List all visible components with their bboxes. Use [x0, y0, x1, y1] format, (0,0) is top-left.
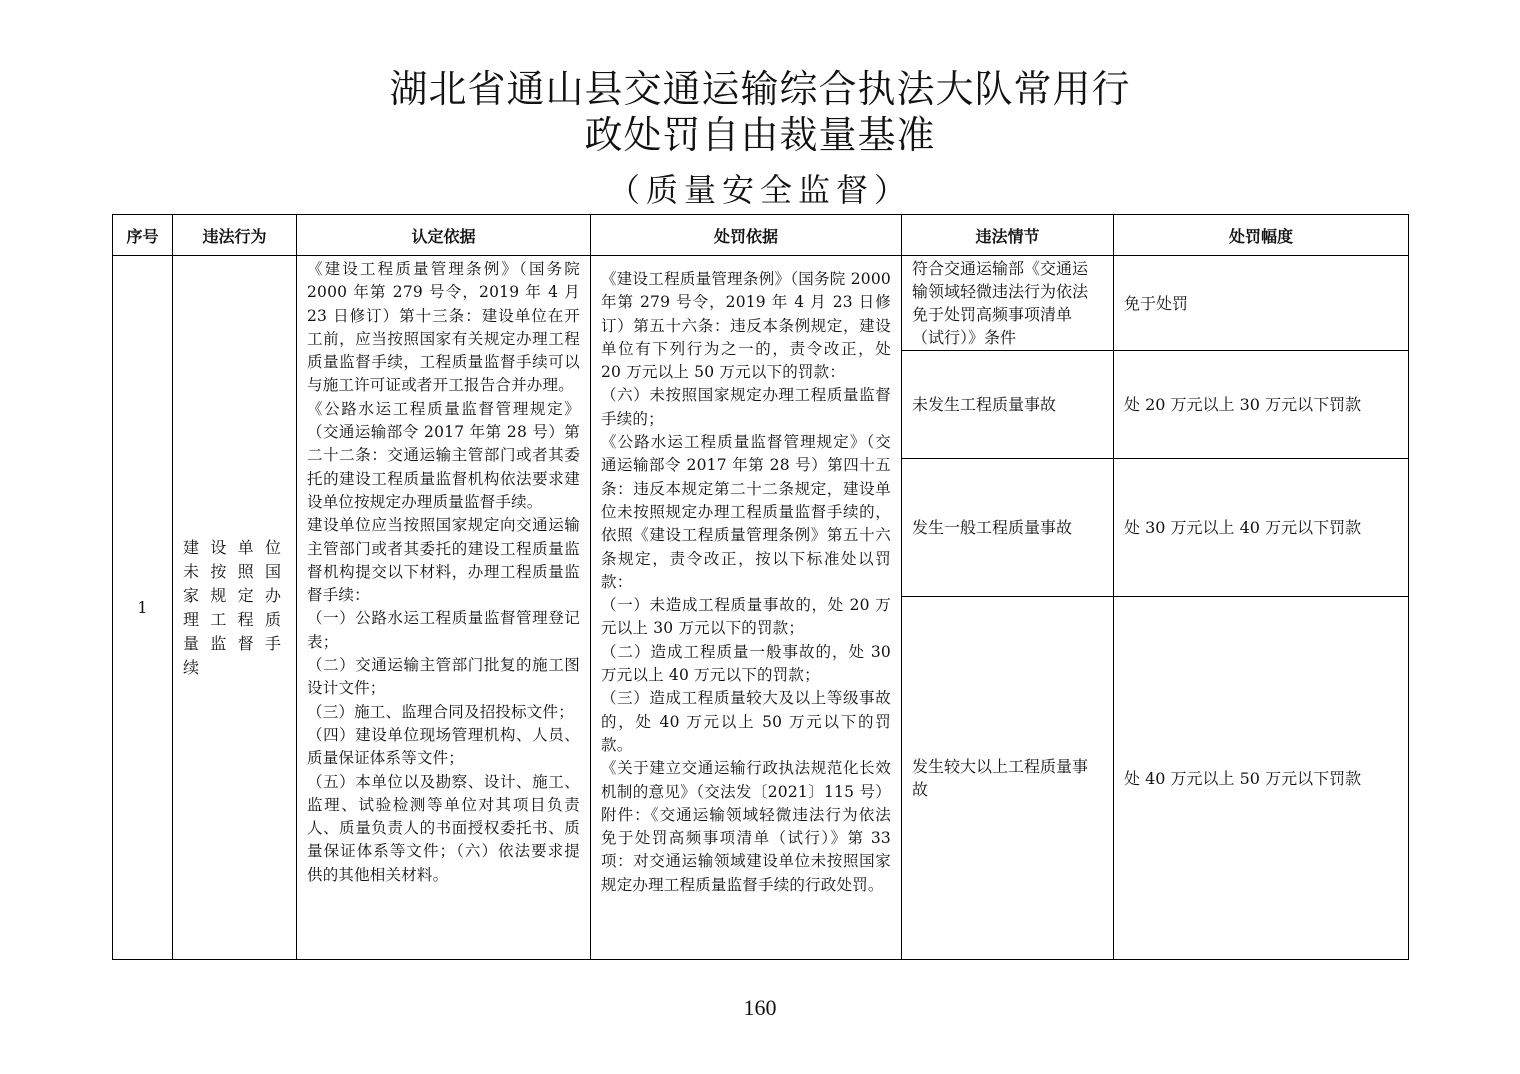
tier-circumstance-cell [902, 351, 1114, 459]
basis-penalty-para: （一）未造成工程质量事故的，处 20 万元以上 30 万元以下的罚款； [601, 596, 891, 638]
basis-penalty-text [591, 256, 901, 897]
tier-range-cell [1114, 459, 1409, 597]
basis-penalty-para: （三）造成工程质量较大及以上等级事故的，处 40 万元以上 50 万元以下的罚款。 [601, 689, 891, 754]
tier-range-cell [1114, 597, 1409, 960]
header-seq: 序号 [113, 215, 173, 256]
tier-circumstance: 发生较大以上工程质量事故 [912, 757, 1089, 799]
basis-recognition-para: 《建设工程质量管理条例》（国务院 2000 年第 279 号令，2019 年 4 月 23 日修订）第十三条：建设单位在开工前，应当按照国家有关规定办理工程质量监督手续，工程质量监督手续可以与施工许可证或者开工报告合并办理。 [307, 260, 580, 395]
table-header-row [113, 215, 1409, 256]
tier-range: 处 30 万元以上 40 万元以下罚款 [1124, 518, 1362, 537]
basis-penalty-para: 《关于建立交通运输行政执法规范化长效机制的意见》（交法发〔2021〕115 号）附件：《交通运输领域轻微违法行为依法免于处罚高频事项清单（试行）》第 33 项：对交通运输领域建设单位未按照国家规定办理工程质量监督手续的行政处罚。 [601, 759, 891, 894]
tier-circumstance-cell [902, 256, 1114, 351]
header-basis-penalty: 处罚依据 [591, 215, 902, 256]
row-violation-cell [173, 256, 297, 960]
tier-range: 处 40 万元以上 50 万元以下罚款 [1124, 768, 1362, 788]
basis-penalty-para: （二）造成工程质量一般事故的，处 30 万元以上 40 万元以下的罚款； [601, 642, 891, 685]
basis-recognition-para: 《公路水运工程质量监督管理规定》（交通运输部令 2017 年第 28 号）第二十二条：交通运输主管部门或者其委托的建设工程质量监督机构依法要求建设单位按规定办理质量监督手续。 [307, 399, 580, 511]
header-violation: 违法行为 [173, 215, 297, 256]
page-number: 160 [743, 995, 777, 1020]
header-circumstances: 违法情节 [902, 215, 1114, 256]
row-seq-cell [113, 256, 173, 960]
basis-recognition-para: （二）交通运输主管部门批复的施工图设计文件； [307, 656, 580, 698]
basis-penalty-para: （六）未按照国家规定办理工程质量监督手续的； [601, 386, 891, 428]
basis-recognition-para: （一）公路水运工程质量监督管理登记表； [307, 609, 580, 651]
row-seq: 1 [137, 598, 148, 617]
tier-circumstance: 未发生工程质量事故 [912, 395, 1057, 414]
tier-circumstance: 发生一般工程质量事故 [912, 518, 1073, 537]
header-basis-recognition: 认定依据 [297, 215, 591, 256]
basis-recognition-para: （四）建设单位现场管理机构、人员、质量保证体系等文件； [307, 725, 580, 768]
document-title-line-2: 政处罚自由裁量基准 [584, 113, 936, 157]
tier-range-cell [1114, 351, 1409, 459]
basis-penalty-para: 《建设工程质量管理条例》（国务院 2000 年第 279 号令，2019 年 4 月 23 日修订）第五十六条：违反本条例规定，建设单位有下列行为之一的，责令改正，处 20 万元以上 50 万元以下的罚款： [601, 270, 891, 382]
document-subtitle: （质量安全监督） [607, 171, 912, 209]
basis-recognition-para: （五）本单位以及勘察、设计、施工、监理、试验检测等单位对其项目负责人、质量负责人的书面授权委托书、质量保证体系等文件；（六）依法要求提供的其他相关材料。 [307, 772, 580, 884]
row-violation: 建设单位未按照国家规定办理工程质量监督手续 [183, 537, 286, 677]
header-range: 处罚幅度 [1114, 215, 1409, 256]
basis-penalty-para: 《公路水运工程质量监督管理规定》（交通运输部令 2017 年第 28 号）第四十五条：违反本规定第二十二条规定，建设单位未按照规定办理工程质量监督手续的，依照《建设工程质量管理条例》第五十六条规定，责令改正，按以下标准处以罚款： [601, 433, 891, 591]
tier-circumstance-cell [902, 597, 1114, 960]
tier-circumstance-cell [902, 459, 1114, 597]
basis-recognition-text [297, 256, 590, 887]
table-row [113, 256, 1409, 351]
row-basis-penalty-cell [591, 256, 902, 960]
tier-range: 免于处罚 [1124, 293, 1189, 313]
basis-recognition-para: 建设单位应当按照国家规定向交通运输主管部门或者其委托的建设工程质量监督机构提交以下材料，办理工程质量监督手续： [307, 516, 580, 605]
penalty-standard-table [112, 214, 1409, 960]
tier-circumstance: 符合交通运输部《交通运输领域轻微违法行为依法免于处罚高频事项清单（试行）》条件 [912, 259, 1089, 347]
tier-range-cell [1114, 256, 1409, 351]
tier-range: 处 20 万元以上 30 万元以下罚款 [1124, 395, 1362, 414]
row-basis-recognition-cell [297, 256, 591, 960]
document-title-line-1: 湖北省通山县交通运输综合执法大队常用行 [389, 67, 1131, 111]
basis-recognition-para: （三）施工、监理合同及招投标文件； [307, 702, 574, 721]
